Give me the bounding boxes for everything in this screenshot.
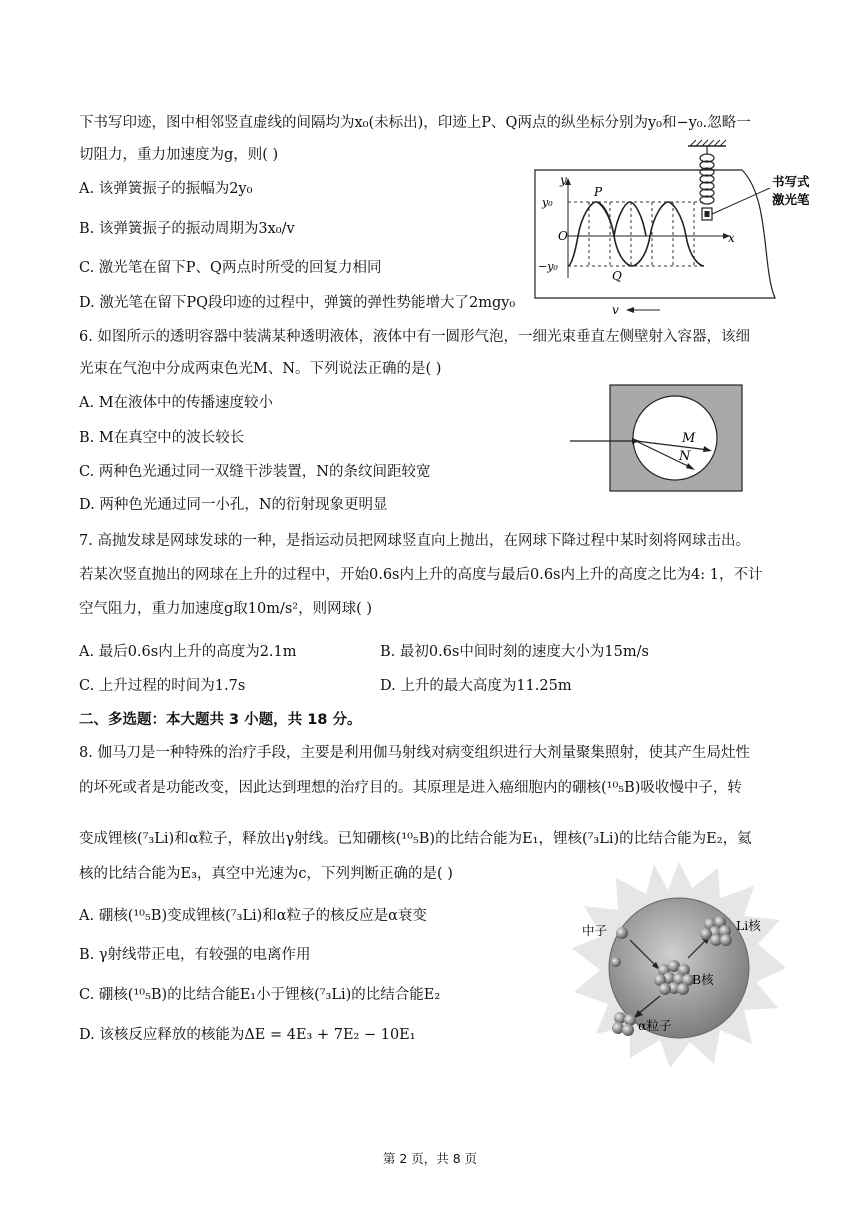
pen-label-2: 激光笔 [772,192,810,207]
q7-option-c: C. 上升过程的时间为1.7s [79,678,246,694]
q7-option-b: B. 最初0.6s中间时刻的速度大小为15m/s [380,644,649,660]
q7-stem-1: 7. 高抛发球是网球发球的一种，是指运动员把网球竖直向上抛出，在网球下降过程中某时刻将网球击出。 [79,533,750,549]
q8-stem-4: 核的比结合能为E₃，真空中光速为c，下列判断正确的是( ) [79,866,453,882]
ray-m-label: M [682,431,696,446]
q5-option-c: C. 激光笔在留下P、Q两点时所受的回复力相同 [79,260,382,276]
y0-label: y₀ [542,196,553,209]
velocity-label: v [612,303,619,316]
q6-stem-2: 光束在气泡中分成两束色光M、N。下列说法正确的是( ) [79,361,442,377]
page-footer: 第 2 页，共 8 页 [382,1151,478,1166]
nuclear-reaction-figure [568,858,790,1070]
neg-y0-label: −y₀ [538,260,558,273]
q5-intro: 下书写印迹，图中相邻竖直虚线的间隔均为x₀(未标出)，印迹上P、Q两点的纵坐标分别为y₀和−y₀.忽略一 [79,115,751,131]
q6-stem-1: 6. 如图所示的透明容器中装满某种透明液体，液体中有一圆形气泡，一细光束垂直左侧壁射入容器，该细 [79,329,750,345]
point-q-label: Q [612,269,622,283]
spring-laser-figure [530,138,830,316]
section-title: 二、多选题：本大题共 3 小题，共 18 分。 [79,712,362,728]
point-p-label: P [594,185,603,199]
q7-option-a: A. 最后0.6s内上升的高度为2.1m [79,644,297,660]
origin-label: O [558,229,568,243]
q6-option-a: A. M在液体中的传播速度较小 [79,395,274,411]
y-axis-label: y [560,173,567,187]
bubble-container-figure [566,384,746,494]
q5-intro2: 切阻力，重力加速度为g，则( ) [79,147,279,163]
alpha-particle-label: α粒子 [638,1018,672,1033]
q6-option-b: B. M在真空中的波长较长 [79,430,245,446]
neutron-label: 中子 [582,923,608,938]
q6-option-c: C. 两种色光通过同一双缝干涉装置，N的条纹间距较宽 [79,464,431,480]
q5-option-d: D. 激光笔在留下PQ段印迹的过程中，弹簧的弹性势能增大了2mgy₀ [79,295,516,311]
q8-option-d: D. 该核反应释放的核能为ΔE = 4E₃ + 7E₂ − 10E₁ [79,1027,416,1043]
q6-option-d: D. 两种色光通过同一小孔，N的衍射现象更明显 [79,497,388,513]
q5-option-a: A. 该弹簧振子的振幅为2y₀ [79,181,253,197]
q8-option-b: B. γ射线带正电，有较强的电离作用 [79,947,311,963]
pen-label-1: 书写式 [772,174,810,189]
q8-stem-1: 8. 伽马刀是一种特殊的治疗手段，主要是利用伽马射线对病变组织进行大剂量聚集照射，使其产生局灶性 [79,745,750,761]
q7-stem-3: 空气阻力，重力加速度g取10m/s²，则网球( ) [79,601,373,617]
q7-stem-2: 若某次竖直抛出的网球在上升的过程中，开始0.6s内上升的高度与最后0.6s内上升的高度之比为4: 1，不计 [79,567,763,583]
ray-n-label: N [679,449,691,464]
b-nucleus-label: B核 [692,972,714,987]
q8-option-a: A. 硼核(¹⁰₅B)变成锂核(⁷₃Li)和α粒子的核反应是α衰变 [79,908,427,924]
q8-stem-3: 变成锂核(⁷₃Li)和α粒子，释放出γ射线。已知硼核(¹⁰₅B)的比结合能为E₁，锂核(⁷₃Li)的比结合能为E₂，氦 [79,831,752,847]
x-axis-label: x [728,231,735,245]
li-nucleus-label: Li核 [736,918,761,933]
q5-option-b: B. 该弹簧振子的振动周期为3x₀/v [79,221,295,237]
q7-option-d: D. 上升的最大高度为11.25m [380,678,572,694]
q8-stem-2: 的坏死或者是功能改变，因此达到理想的治疗目的。其原理是进入癌细胞内的硼核(¹⁰₅B)吸收慢中子，转 [79,780,742,796]
q8-option-c: C. 硼核(¹⁰₅B)的比结合能E₁小于锂核(⁷₃Li)的比结合能E₂ [79,987,441,1003]
